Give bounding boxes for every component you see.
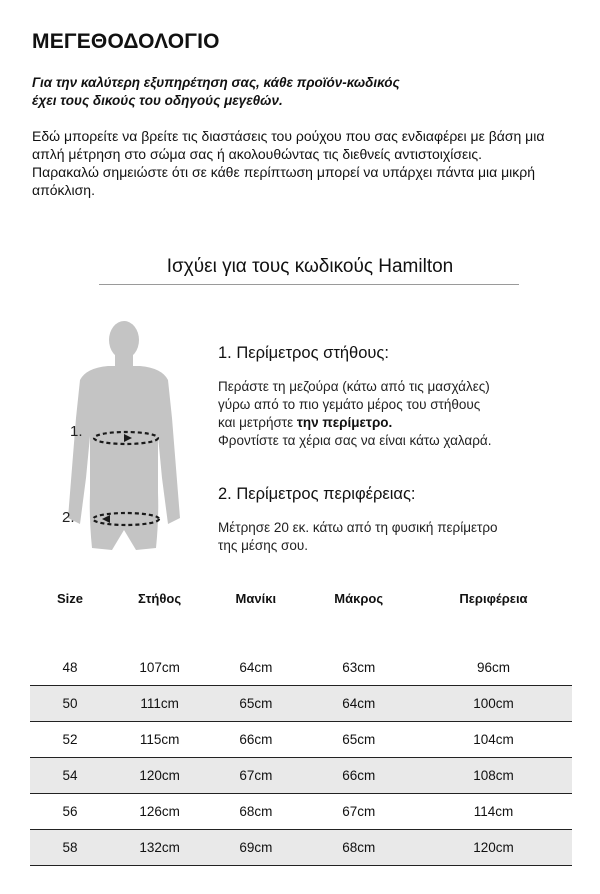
table-cell: 66cm (302, 758, 414, 794)
table-cell: 67cm (302, 794, 414, 830)
table-row (30, 650, 572, 686)
table-cell: 68cm (302, 830, 414, 866)
intro-note (32, 74, 552, 110)
column-header-hip: Περιφέρεια (459, 590, 528, 606)
table-cell: 64cm (209, 650, 302, 686)
step-chest-line-2: γύρω από το πιο γεμάτο μέρος του στήθους (218, 397, 481, 412)
table-row (30, 722, 572, 758)
table-cell: 107cm (110, 650, 209, 686)
table-cell: 54 (30, 758, 110, 794)
step-chest-line-1: Περάστε τη μεζούρα (κάτω από τις μασχάλες) (218, 379, 490, 394)
table-cell: 126cm (110, 794, 209, 830)
table-cell: 104cm (415, 722, 572, 758)
table-cell: 67cm (209, 758, 302, 794)
table-cell: 56 (30, 794, 110, 830)
table-cell: 65cm (302, 722, 414, 758)
table-cell: 132cm (110, 830, 209, 866)
description-paragraph-1: Εδώ μπορείτε να βρείτε τις διαστάσεις του ρούχου που σας ενδιαφέρει με βάση μια απλή μέτρηση στο σώμα σας ή ακολουθώντας τις διεθνείς αντιστοιχίσεις. (32, 128, 545, 162)
column-header-length: Μάκρος (334, 590, 384, 606)
divider (99, 284, 519, 285)
table-cell: 63cm (302, 650, 414, 686)
step-chest-heading: 1. Περίμετρος στήθους: (218, 344, 389, 362)
body-silhouette-icon (60, 318, 210, 558)
table-row (30, 686, 572, 722)
table-cell: 108cm (415, 758, 572, 794)
marker-hip: 2. (62, 509, 75, 526)
table-row (30, 758, 572, 794)
column-header-size: Size (56, 590, 83, 606)
step-hip-line-2: της μέσης σου. (218, 538, 308, 553)
table-cell: 64cm (302, 686, 414, 722)
table-cell: 52 (30, 722, 110, 758)
table-cell: 100cm (415, 686, 572, 722)
step-chest-emphasis: την περίμετρο. (296, 415, 393, 430)
table-cell: 114cm (415, 794, 572, 830)
table-cell: 120cm (415, 830, 572, 866)
step-chest-line-3-text: και μετρήστε (218, 415, 297, 430)
description (32, 127, 572, 199)
step-hip-heading: 2. Περίμετρος περιφέρειας: (218, 485, 416, 503)
table-spacer (30, 610, 572, 650)
intro-line-2: έχει τους δικούς του οδηγούς μεγεθών. (32, 93, 283, 108)
table-cell: 65cm (209, 686, 302, 722)
step-chest-line-3 (218, 414, 578, 432)
table-cell: 50 (30, 686, 110, 722)
table-cell: 68cm (209, 794, 302, 830)
description-paragraph-2: Παρακαλώ σημειώστε ότι σε κάθε περίπτωση μπορεί να υπάρχει πάντα μια μικρή απόκλιση. (32, 164, 536, 198)
table-row (30, 830, 572, 866)
step-hip-line-1: Μέτρησε 20 εκ. κάτω από τη φυσική περίμετρο (218, 520, 498, 535)
column-header-chest: Στήθος (138, 590, 182, 606)
table-header-row (30, 586, 572, 610)
column-header-sleeve: Μανίκι (235, 590, 277, 606)
table-cell: 58 (30, 830, 110, 866)
table-cell: 66cm (209, 722, 302, 758)
table-cell: 96cm (415, 650, 572, 686)
table-row (30, 794, 572, 830)
size-table (30, 586, 572, 866)
step-chest-line-4: Φροντίστε τα χέρια σας να είναι κάτω χαλαρά. (218, 433, 492, 448)
step-chest-text (218, 378, 578, 450)
table-cell: 48 (30, 650, 110, 686)
page-title: ΜΕΓΕΘΟΔΟΛΟΓΙΟ (32, 30, 220, 53)
intro-line-1: Για την καλύτερη εξυπηρέτηση σας, κάθε προϊόν-κωδικός (32, 75, 400, 90)
table-cell: 111cm (110, 686, 209, 722)
table-cell: 115cm (110, 722, 209, 758)
table-cell: 69cm (209, 830, 302, 866)
marker-chest: 1. (70, 423, 83, 440)
table-cell: 120cm (110, 758, 209, 794)
step-hip-text (218, 519, 578, 555)
applies-to-heading: Ισχύει για τους κωδικούς Hamilton (166, 256, 454, 277)
